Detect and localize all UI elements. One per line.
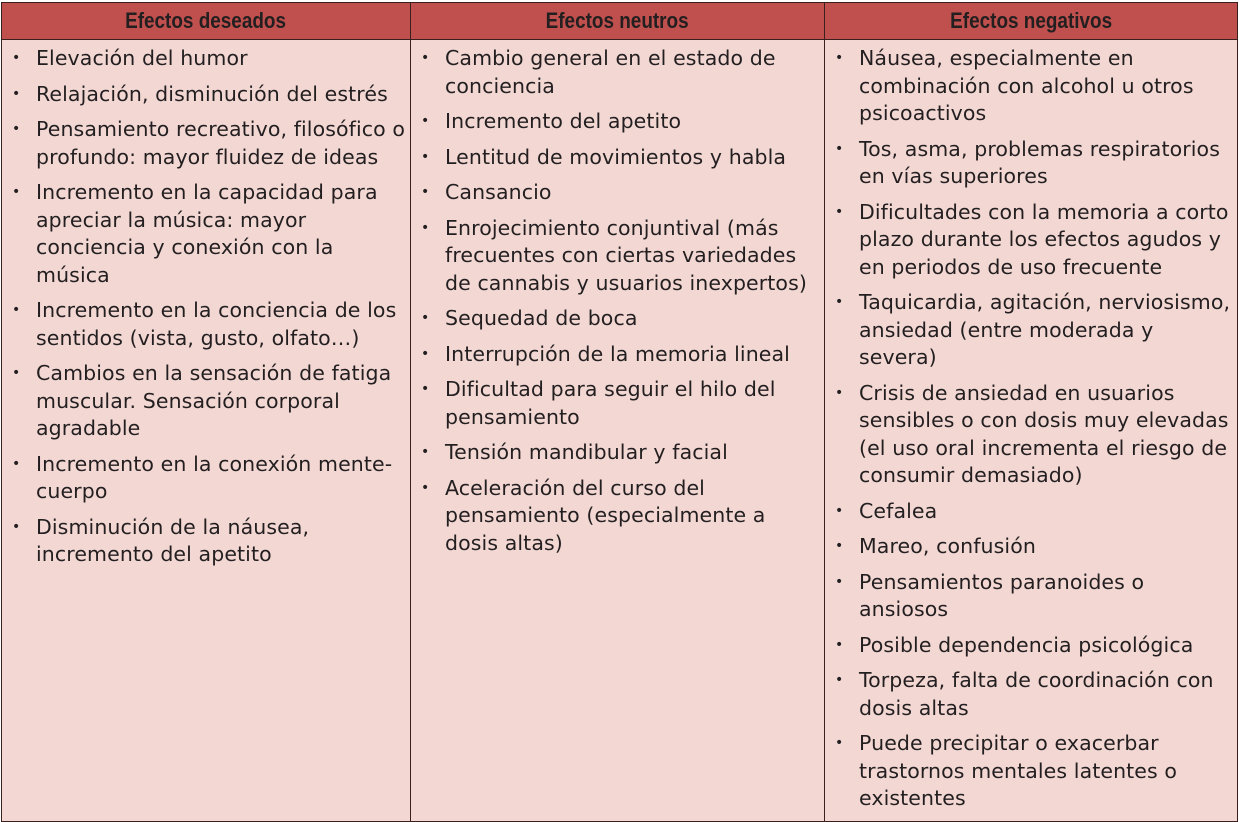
- list-item-text: Incremento en la capacidad para apreciar la música: mayor conciencia y conexión con la música: [36, 180, 378, 287]
- list-item-text: Aceleración del curso del pensamiento (especialmente a dosis altas): [445, 475, 766, 555]
- list-item: [831, 498, 1233, 526]
- bullet-icon: •: [835, 294, 844, 310]
- list-item-text: Lentitud de movimientos y habla: [445, 144, 787, 169]
- bullet-icon: •: [835, 502, 844, 519]
- bullet-icon: •: [835, 735, 844, 751]
- list-item: [417, 45, 820, 100]
- list-item-text: Disminución de la náusea, incremento del apetito: [36, 514, 310, 566]
- list-item: [417, 144, 820, 172]
- list-item: [831, 289, 1233, 372]
- list-item-text: Incremento del apetito: [445, 109, 682, 133]
- list-item-text: Cansancio: [445, 180, 552, 204]
- list-item: [8, 451, 406, 506]
- bullet-icon: •: [12, 518, 21, 535]
- effects-table: [1, 2, 1238, 822]
- list-item: [831, 569, 1233, 624]
- header-negative-effects: Efectos negativos: [825, 3, 1238, 40]
- list-item: [831, 45, 1233, 128]
- bullet-icon: •: [835, 140, 844, 157]
- list-item: [831, 533, 1233, 561]
- list-item-text: Mareo, confusión: [859, 534, 1036, 558]
- bullet-icon: •: [421, 444, 430, 460]
- list-item-text: Pensamiento recreativo, filosófico o profundo: mayor fluidez de ideas: [36, 117, 406, 169]
- list-item-text: Tensión mandibular y facial: [445, 440, 728, 464]
- neutral-effects-list: [411, 40, 824, 557]
- negative-effects-cell: [825, 40, 1238, 822]
- desired-effects-list: [2, 40, 410, 569]
- list-item-text: Enrojecimiento conjuntival (más frecuentes con ciertas variedades de cannabis y usuarios inexpertos): [445, 215, 807, 295]
- list-item: [417, 341, 820, 369]
- list-item-text: Cefalea: [859, 498, 938, 523]
- desired-effects-cell: [2, 40, 411, 822]
- list-item-text: Sequedad de boca: [445, 306, 638, 330]
- list-item-text: Cambio general en el estado de conciencia: [445, 46, 776, 98]
- bullet-icon: •: [421, 479, 430, 496]
- bullet-icon: •: [12, 184, 21, 200]
- list-item: [831, 380, 1233, 490]
- bullet-icon: •: [12, 302, 21, 318]
- list-item: [831, 632, 1233, 660]
- list-item-text: Torpeza, falta de coordinación con dosis altas: [859, 668, 1214, 720]
- header-neutral-effects: Efectos neutros: [411, 3, 825, 40]
- list-item: [417, 215, 820, 298]
- bullet-icon: •: [835, 636, 844, 653]
- content-row: [2, 40, 1238, 822]
- list-item-text: Náusea, especialmente en combinación con alcohol u otros psicoactivos: [859, 46, 1194, 125]
- list-item-text: Elevación del humor: [36, 46, 248, 70]
- list-item: [8, 514, 406, 569]
- header-row: [2, 3, 1238, 40]
- list-item: [8, 116, 406, 171]
- list-item: [8, 179, 406, 289]
- list-item: [831, 136, 1233, 191]
- list-item-text: Interrupción de la memoria lineal: [445, 341, 790, 366]
- bullet-icon: •: [12, 365, 21, 381]
- list-item: [417, 108, 820, 136]
- neutral-effects-cell: [411, 40, 825, 822]
- list-item: [831, 730, 1233, 813]
- bullet-icon: •: [835, 672, 844, 688]
- bullet-icon: •: [835, 203, 844, 220]
- list-item: [8, 360, 406, 443]
- list-item: [417, 475, 820, 558]
- list-item-text: Cambios en la sensación de fatiga muscular. Sensación corporal agradable: [36, 361, 392, 440]
- bullet-icon: •: [835, 50, 844, 66]
- bullet-icon: •: [421, 113, 430, 129]
- bullet-icon: •: [12, 455, 21, 472]
- bullet-icon: •: [421, 381, 430, 397]
- list-item-text: Dificultad para seguir el hilo del pensamiento: [445, 377, 776, 429]
- list-item: [417, 179, 820, 207]
- list-item-text: Relajación, disminución del estrés: [36, 81, 388, 106]
- negative-effects-list: [825, 40, 1237, 813]
- list-item: [8, 81, 406, 109]
- list-item: [417, 305, 820, 333]
- list-item-text: Incremento en la conexión mente-cuerpo: [36, 451, 393, 503]
- bullet-icon: •: [835, 384, 844, 401]
- bullet-icon: •: [421, 184, 430, 200]
- bullet-icon: •: [835, 538, 844, 554]
- bullet-icon: •: [421, 310, 430, 326]
- bullet-icon: •: [421, 148, 430, 165]
- list-item: [831, 199, 1233, 282]
- list-item-text: Incremento en la conciencia de los sentidos (vista, gusto, olfato…): [36, 298, 397, 350]
- list-item-text: Taquicardia, agitación, nerviosismo, ansiedad (entre moderada y severa): [859, 290, 1231, 369]
- list-item-text: Crisis de ansiedad en usuarios sensibles o con dosis muy elevadas (el uso oral incrementa el riesgo de consumir demasiado): [859, 380, 1229, 487]
- bullet-icon: •: [12, 50, 21, 66]
- bullet-icon: •: [421, 345, 430, 362]
- list-item-text: Tos, asma, problemas respiratorios en vías superiores: [859, 136, 1220, 188]
- header-desired-effects: Efectos deseados: [2, 3, 411, 40]
- bullet-icon: •: [12, 85, 21, 102]
- bullet-icon: •: [421, 50, 430, 66]
- list-item: [417, 439, 820, 467]
- list-item-text: Posible dependencia psicológica: [859, 632, 1194, 657]
- bullet-icon: •: [421, 219, 430, 236]
- bullet-icon: •: [12, 121, 21, 137]
- list-item: [8, 45, 406, 73]
- bullet-icon: •: [835, 573, 844, 590]
- list-item: [831, 667, 1233, 722]
- list-item: [8, 297, 406, 352]
- list-item: [417, 376, 820, 431]
- list-item-text: Dificultades con la memoria a corto plazo durante los efectos agudos y en periodos de uso frecuente: [859, 199, 1229, 279]
- list-item-text: Pensamientos paranoides o ansiosos: [859, 569, 1145, 621]
- list-item-text: Puede precipitar o exacerbar trastornos mentales latentes o existentes: [859, 731, 1178, 810]
